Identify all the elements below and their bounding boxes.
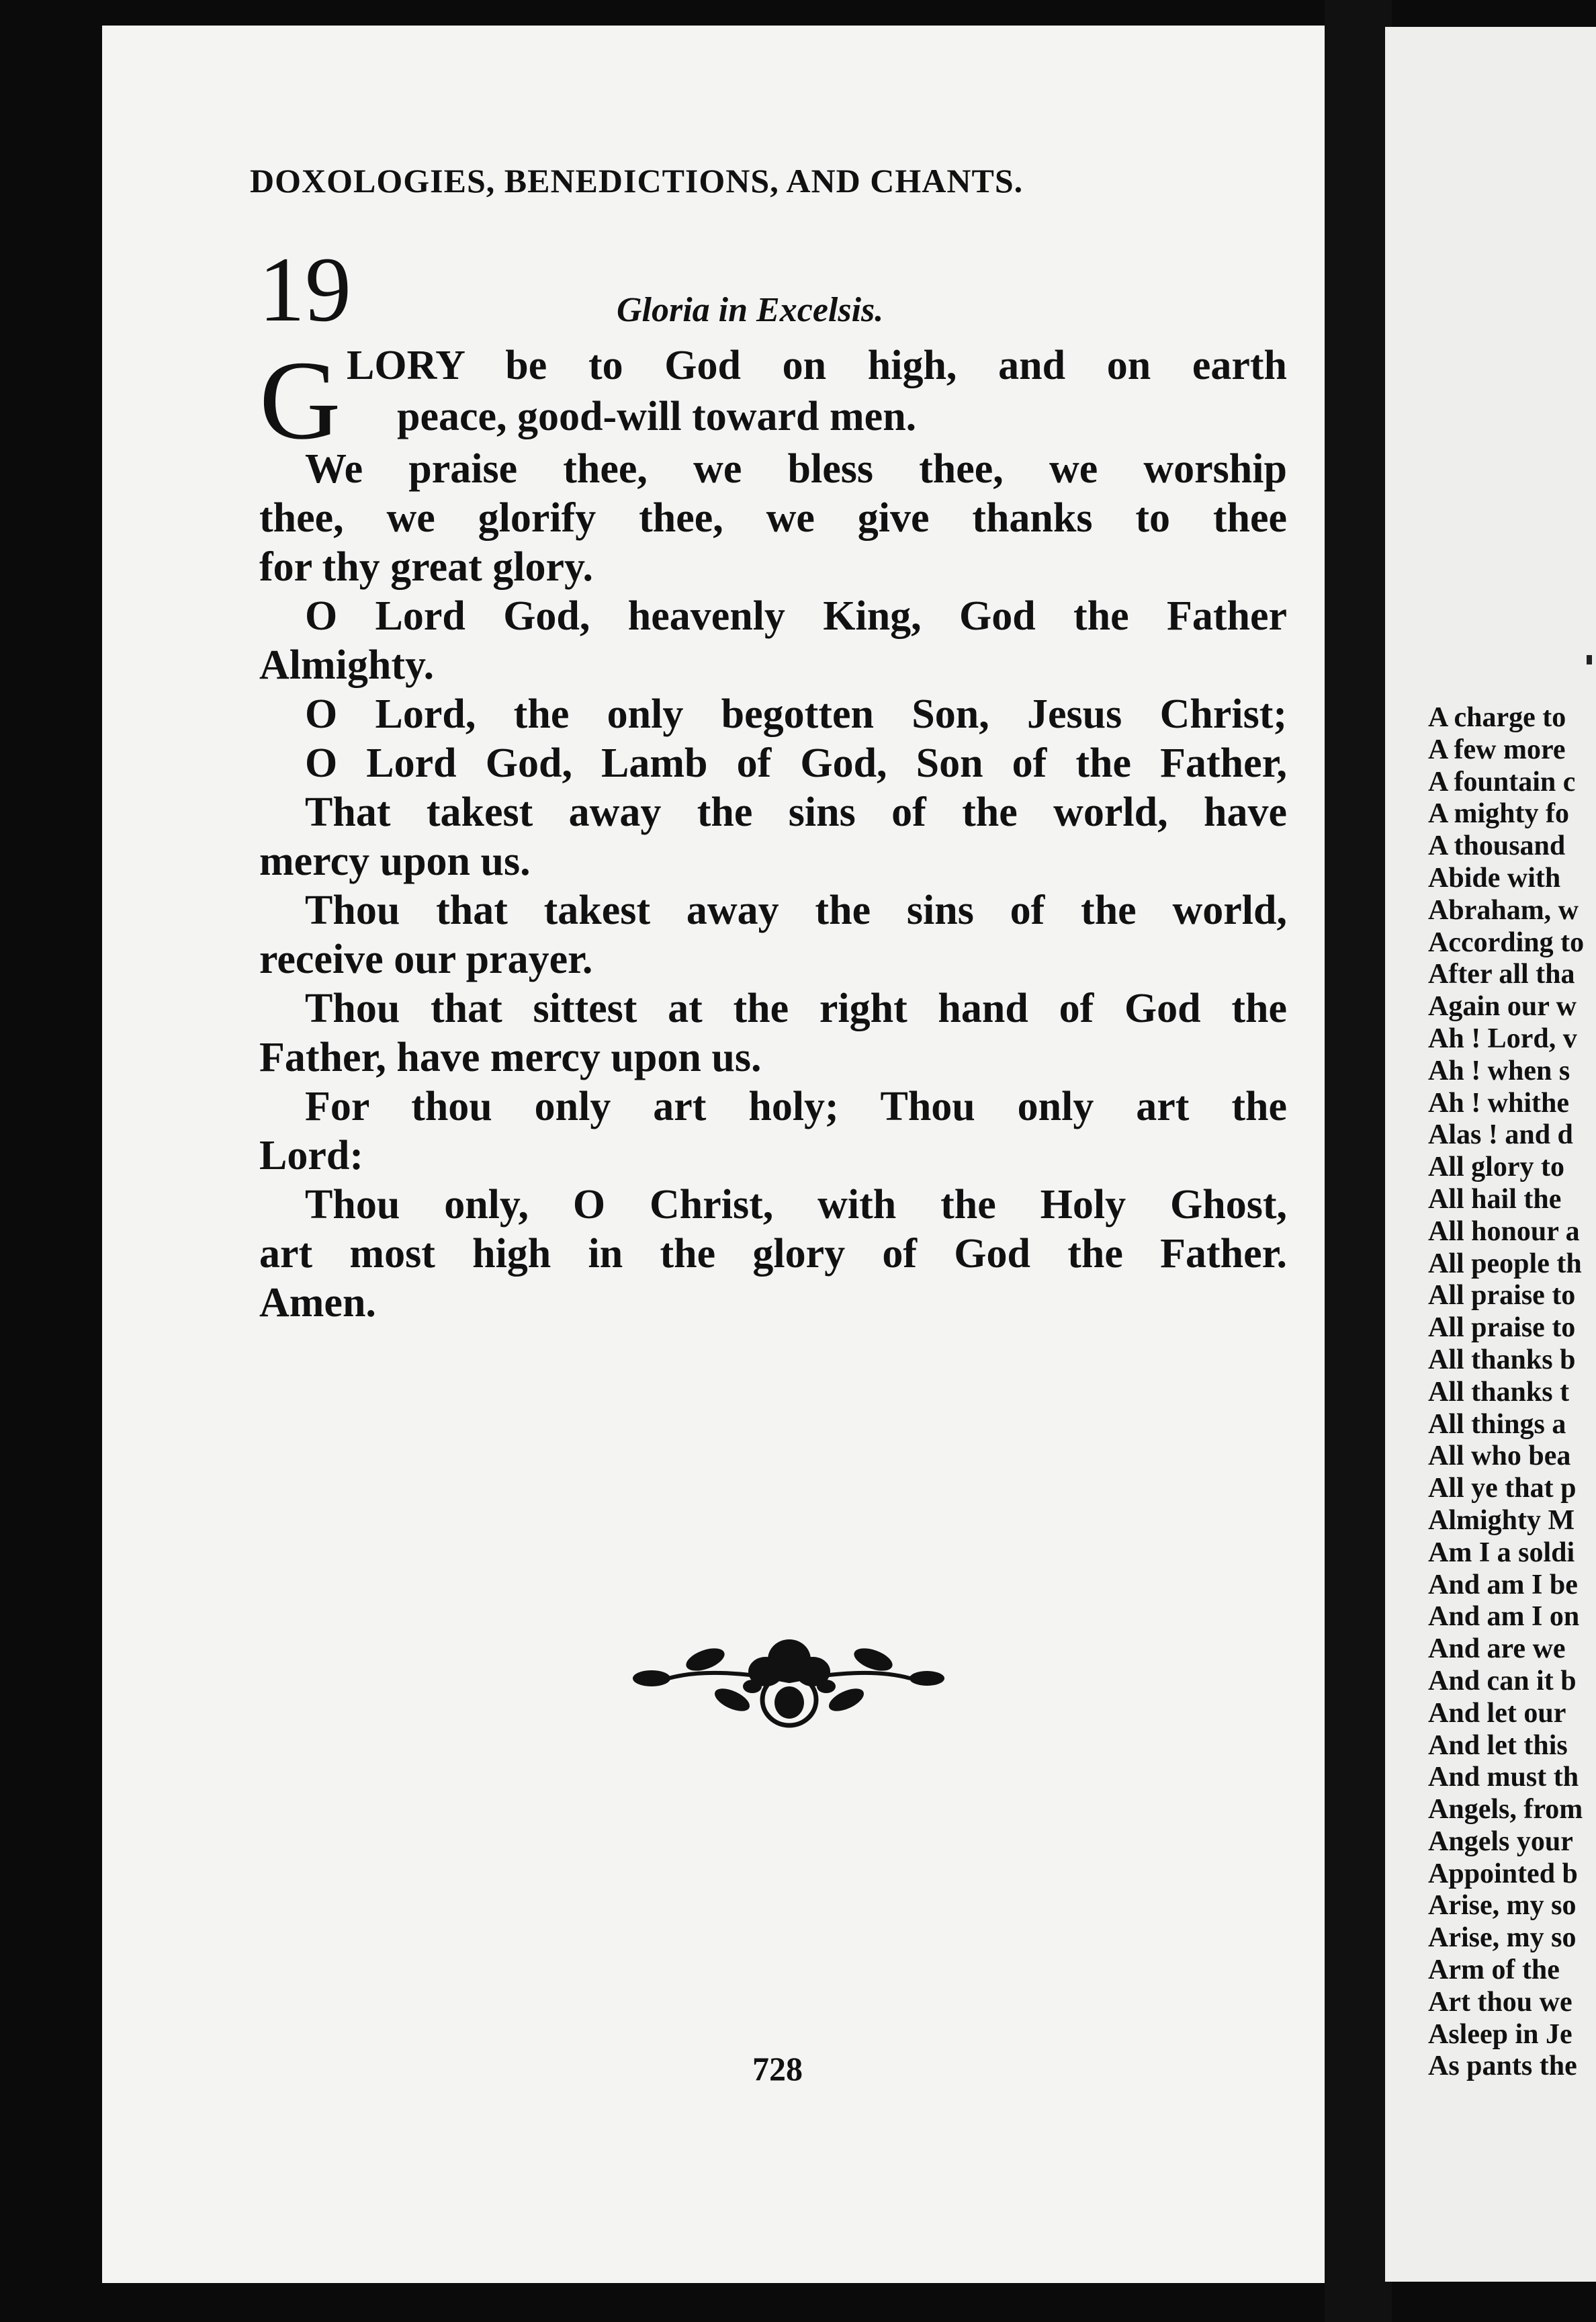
index-entry: All things a xyxy=(1428,1408,1566,1440)
index-entry: Appointed b xyxy=(1428,1858,1578,1889)
paragraph xyxy=(259,445,1287,592)
opening-line: LORY be to God on high, and on earth xyxy=(347,343,1287,388)
text-line: That takest away the sins of the world, have xyxy=(305,789,1287,835)
index-entry: All who bea xyxy=(1428,1440,1571,1472)
index-entry: Art thou we xyxy=(1428,1986,1572,2018)
index-entry: And let this xyxy=(1428,1729,1568,1761)
index-entry: All ye that p xyxy=(1428,1473,1577,1504)
index-entry: Ah ! whithe xyxy=(1428,1087,1570,1119)
drop-cap: G xyxy=(259,338,341,463)
text-line: Almighty. xyxy=(259,642,435,688)
index-entry: All people th xyxy=(1428,1248,1582,1279)
paragraph xyxy=(259,1082,1287,1180)
opening-line-continuation: peace, good-will toward men. xyxy=(397,394,917,439)
hymn-title: Gloria in Excelsis. xyxy=(617,291,884,329)
index-entry: A thousand xyxy=(1428,830,1566,862)
index-marker xyxy=(1587,655,1592,664)
index-entry: Angels your xyxy=(1428,1825,1573,1857)
index-entry: A few more xyxy=(1428,734,1566,765)
text-line: mercy upon us. xyxy=(259,838,531,884)
index-entry: Arise, my so xyxy=(1428,1890,1577,1922)
paragraph xyxy=(259,690,1287,739)
index-entry: And let our xyxy=(1428,1697,1566,1729)
index-entry: All glory to xyxy=(1428,1152,1564,1183)
index-entry: All praise to xyxy=(1428,1312,1576,1344)
index-entry: And can it b xyxy=(1428,1665,1577,1696)
right-page xyxy=(1385,27,1596,2282)
index-entry: All praise to xyxy=(1428,1280,1576,1312)
text-line: O Lord God, Lamb of God, Son of the Father, xyxy=(305,740,1287,786)
index-entry: Ah ! Lord, v xyxy=(1428,1023,1577,1054)
paragraph xyxy=(259,1180,1287,1328)
index-entry: Abide with xyxy=(1428,862,1561,894)
text-line: Thou that sittest at the right hand of God the xyxy=(305,986,1287,1031)
index-entry: Ah ! when s xyxy=(1428,1055,1570,1086)
text-line: For thou only art holy; Thou only art the xyxy=(305,1084,1287,1129)
paragraph xyxy=(259,739,1287,788)
hymn-text xyxy=(259,338,1287,1328)
hymn-number: 19 xyxy=(259,238,351,341)
index-entry: Asleep in Je xyxy=(1428,2018,1572,2050)
index-entry: A mighty fo xyxy=(1428,798,1569,830)
index-entry: After all tha xyxy=(1428,959,1575,990)
text-line: Thou only, O Christ, with the Holy Ghost, xyxy=(305,1182,1287,1228)
index-entry: A fountain c xyxy=(1428,766,1576,798)
text-line: receive our prayer. xyxy=(259,937,593,982)
text-line: O Lord, the only begotten Son, Jesus Christ; xyxy=(305,691,1287,737)
text-line: Father, have mercy upon us. xyxy=(259,1035,762,1080)
text-line: Thou that takest away the sins of the world, xyxy=(305,888,1287,933)
first-lines-index xyxy=(1428,702,1584,2083)
index-entry: And am I be xyxy=(1428,1569,1578,1600)
index-entry: All thanks b xyxy=(1428,1344,1576,1375)
index-entry: Abraham, w xyxy=(1428,894,1579,926)
paragraph xyxy=(259,886,1287,984)
running-head: DOXOLOGIES, BENEDICTIONS, AND CHANTS. xyxy=(250,162,1024,200)
index-entry: And am I on xyxy=(1428,1601,1580,1633)
book-gutter xyxy=(1325,0,1392,2322)
index-entry: Angels, from xyxy=(1428,1794,1583,1825)
text-line: O Lord God, heavenly King, God the Father xyxy=(305,593,1287,639)
text-line: Amen. xyxy=(259,1280,376,1326)
index-entry: As pants the xyxy=(1428,2051,1577,2082)
index-entry: All thanks t xyxy=(1428,1376,1570,1408)
text-line: for thy great glory. xyxy=(259,544,594,590)
text-line: thee, we glorify thee, we give thanks to thee xyxy=(259,495,1287,541)
index-entry: Almighty M xyxy=(1428,1504,1575,1536)
paragraph xyxy=(259,984,1287,1082)
index-entry: And must th xyxy=(1428,1762,1579,1793)
floral-ornament-icon xyxy=(631,1633,947,1733)
index-entry: Am I a soldi xyxy=(1428,1537,1575,1568)
index-entry: According to xyxy=(1428,927,1585,958)
paragraph xyxy=(259,592,1287,690)
opening-paragraph xyxy=(259,338,1287,463)
paragraph xyxy=(259,788,1287,886)
page-number: 728 xyxy=(752,2050,803,2088)
index-entry: Arm of the xyxy=(1428,1954,1560,1986)
text-line: art most high in the glory of God the Father. xyxy=(259,1231,1287,1277)
text-line: We praise thee, we bless thee, we worship xyxy=(305,446,1287,492)
index-entry: All honour a xyxy=(1428,1215,1580,1247)
index-entry: Alas ! and d xyxy=(1428,1119,1573,1151)
index-entry: And are we xyxy=(1428,1633,1566,1665)
index-entry: Again our w xyxy=(1428,991,1577,1023)
text-line: Lord: xyxy=(259,1133,363,1178)
index-entry: Arise, my so xyxy=(1428,1922,1577,1954)
index-entry: A charge to xyxy=(1428,702,1566,733)
paragraphs xyxy=(259,445,1287,1328)
index-entry: All hail the xyxy=(1428,1183,1562,1215)
